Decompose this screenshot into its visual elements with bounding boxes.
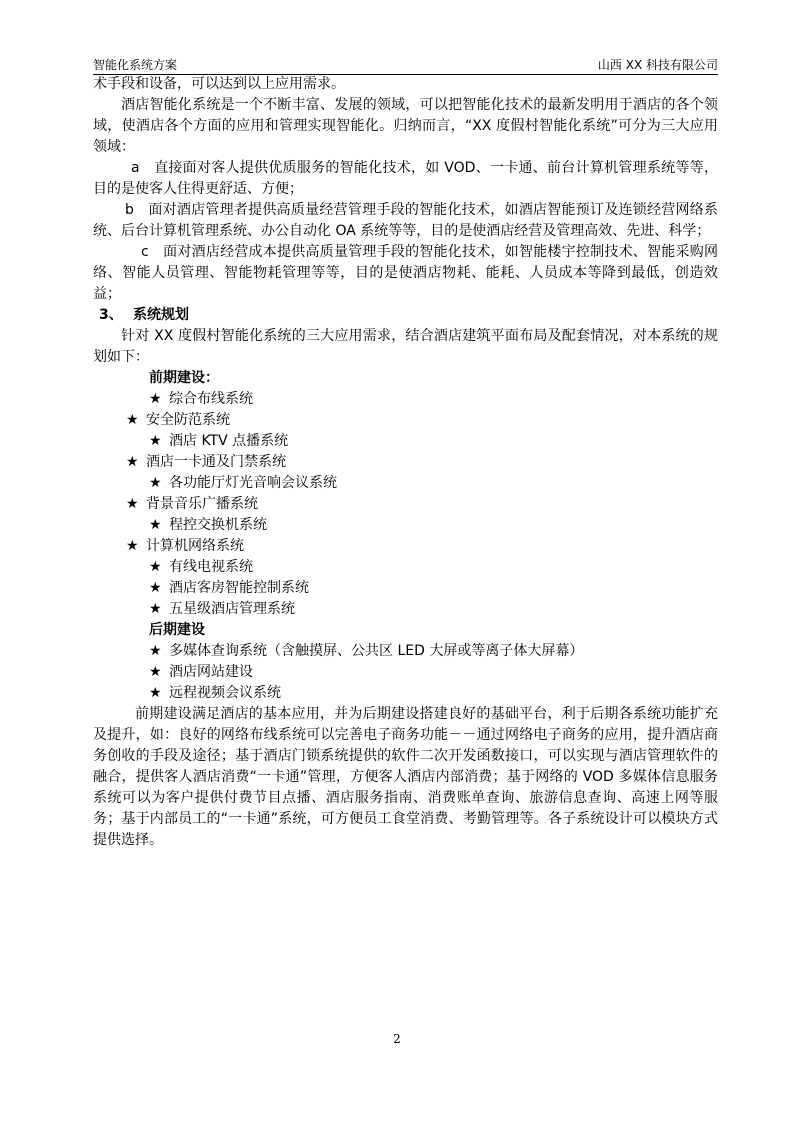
list-item <box>93 641 718 662</box>
list-item <box>93 389 718 410</box>
phase2-list <box>93 641 718 704</box>
star-bullet-icon: ★ <box>149 433 162 449</box>
list-item <box>93 431 718 452</box>
list-item-text: 酒店客房智能控制系统 <box>169 580 309 596</box>
list-item <box>93 410 718 431</box>
star-bullet-icon: ★ <box>149 475 162 491</box>
list-item-text: 安全防范系统 <box>146 412 230 428</box>
paragraph-continuation: 术手段和设备，可以达到以上应用需求。 <box>93 76 345 92</box>
list-item-text: 酒店网站建设 <box>169 664 253 680</box>
list-item <box>93 683 718 704</box>
paragraph-intro: 针对 XX 度假村智能化系统的三大应用需求，结合酒店建筑平面布局及配套情况，对本系统的规划如下： <box>93 328 718 365</box>
star-bullet-icon: ★ <box>149 643 162 659</box>
list-item <box>93 662 718 683</box>
paragraph-item-b: b 面对酒店管理者提供高质量经营管理手段的智能化技术，如酒店智能预订及连锁经营网络系统、后台计算机管理系统、办公自动化 OA 系统等等，目的是使酒店经营及管理高效、先进、科学； <box>93 202 718 239</box>
list-item <box>93 557 718 578</box>
list-item <box>93 473 718 494</box>
page-header <box>93 56 718 75</box>
star-bullet-icon: ★ <box>149 664 162 680</box>
page-number: 2 <box>393 1032 401 1046</box>
list-item-text: 酒店 KTV 点播系统 <box>169 433 289 449</box>
list-item <box>93 515 718 536</box>
list-item-text: 计算机网络系统 <box>146 538 244 554</box>
phase1-list <box>93 389 718 620</box>
paragraph-item-a: a 直接面对客人提供优质服务的智能化技术，如 VOD、一卡通、前台计算机管理系统等等，目的是使客人住得更舒适、方便； <box>93 160 718 197</box>
paragraph-item-c: c 面对酒店经营成本提供高质量管理手段的智能化技术，如智能楼宇控制技术、智能采购网络、智能人员管理、智能物耗管理等等，目的是使酒店物耗、能耗、人员成本等降到最低，创造效益； <box>93 244 718 302</box>
list-item-text: 各功能厅灯光音响会议系统 <box>169 475 337 491</box>
list-item-text: 程控交换机系统 <box>169 517 267 533</box>
star-bullet-icon: ★ <box>126 538 139 554</box>
header-title: 智能化系统方案 <box>93 58 178 72</box>
phase1-label: 前期建设： <box>149 370 219 386</box>
star-bullet-icon: ★ <box>149 391 162 407</box>
section-number: 3、 <box>99 307 123 323</box>
star-bullet-icon: ★ <box>149 601 162 617</box>
paragraph-overview: 酒店智能化系统是一个不断丰富、发展的领域，可以把智能化技术的最新发明用于酒店的各个领域，使酒店各个方面的应用和管理实现智能化。归纳而言，“XX 度假村智能化系统”可分为三大应用领域： <box>93 97 718 155</box>
section-heading <box>93 305 718 326</box>
document-body <box>93 74 718 851</box>
star-bullet-icon: ★ <box>126 412 139 428</box>
phase2-label: 后期建设 <box>149 622 205 638</box>
star-bullet-icon: ★ <box>149 517 162 533</box>
header-company: 山西 XX 科技有限公司 <box>597 58 718 72</box>
section-title: 系统规划 <box>133 307 189 323</box>
list-item <box>93 599 718 620</box>
list-item <box>93 536 718 557</box>
list-item-text: 五星级酒店管理系统 <box>169 601 295 617</box>
star-bullet-icon: ★ <box>149 559 162 575</box>
star-bullet-icon: ★ <box>149 685 162 701</box>
list-item-text: 背景音乐广播系统 <box>146 496 258 512</box>
list-item-text: 多媒体查询系统（含触摸屏、公共区 LED 大屏或等离子体大屏幕） <box>169 643 584 659</box>
list-item-text: 远程视频会议系统 <box>169 685 281 701</box>
list-item-text: 酒店一卡通及门禁系统 <box>146 454 286 470</box>
list-item-text: 综合布线系统 <box>169 391 253 407</box>
list-item <box>93 452 718 473</box>
list-item <box>93 494 718 515</box>
star-bullet-icon: ★ <box>149 580 162 596</box>
star-bullet-icon: ★ <box>126 454 139 470</box>
list-item <box>93 578 718 599</box>
paragraph-closing: 前期建设满足酒店的基本应用，并为后期建设搭建良好的基础平台，利于后期各系统功能扩充及提升，如：良好的网络布线系统可以完善电子商务功能－－通过网络电子商务的应用，提升酒店商务创收的手段及途径；基于酒店门锁系统提供的软件二次开发函数接口，可以实现与酒店管理软件的融合，提供客人酒店消费“一卡通”管理，方便客人酒店内部消费；基于网络的 VOD 多媒体信息服务系统可以为客户提供付费节目点播、酒店服务指南、消费账单查询、旅游信息查询、高速上网等服务；基于内部员工的“一卡通”系统，可方便员工食堂消费、考勤管理等。各子系统设计可以模块方式提供选择。 <box>93 706 718 848</box>
star-bullet-icon: ★ <box>126 496 139 512</box>
list-item-text: 有线电视系统 <box>169 559 253 575</box>
